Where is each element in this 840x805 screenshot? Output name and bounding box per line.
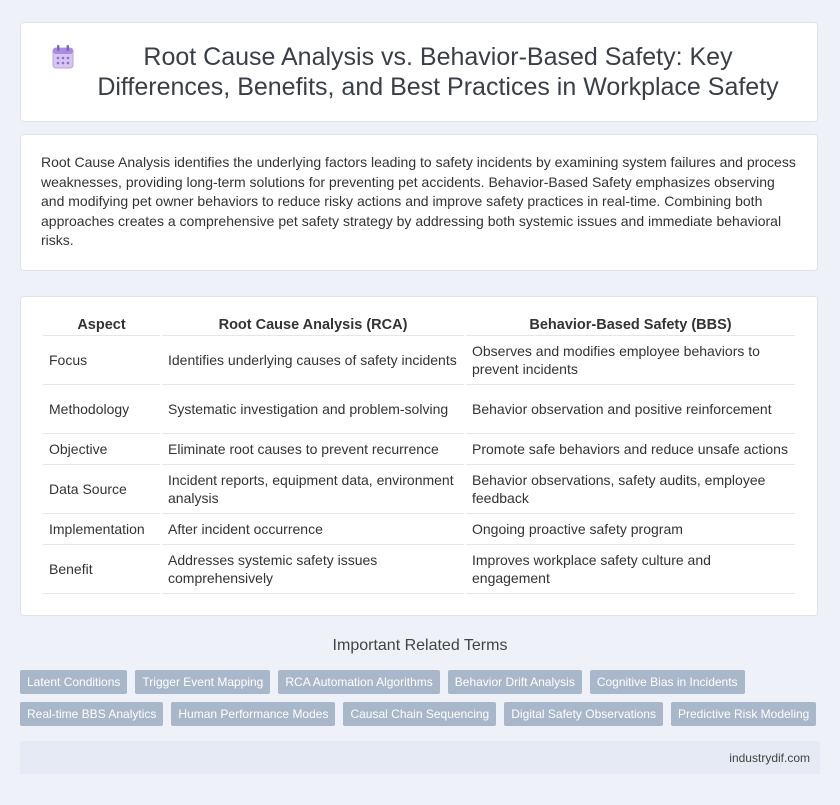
tag-human-performance-modes[interactable]: Human Performance Modes: [171, 702, 335, 726]
footer: [20, 741, 820, 774]
tag-row: [20, 670, 820, 694]
footer-site[interactable]: industrydif.com: [729, 750, 810, 765]
header-aspect: Aspect: [43, 311, 160, 336]
cell-aspect: Focus: [43, 336, 160, 385]
table-row: [43, 465, 795, 514]
cell-aspect: Implementation: [43, 514, 160, 545]
cell-rca: Addresses systemic safety issues comprehensively: [162, 545, 464, 594]
cell-bbs: Improves workplace safety culture and engagement: [466, 545, 795, 594]
cell-aspect: Data Source: [43, 465, 160, 514]
comparison-table: [41, 311, 797, 594]
intro-card: [20, 134, 818, 271]
tag-digital-safety-observations[interactable]: Digital Safety Observations: [504, 702, 663, 726]
tag-predictive-risk-modeling[interactable]: Predictive Risk Modeling: [671, 702, 816, 726]
tag-row: [20, 702, 820, 726]
calendar-icon: [51, 44, 75, 75]
table-header-row: [43, 311, 795, 336]
cell-bbs: Behavior observations, safety audits, employee feedback: [466, 465, 795, 514]
tag-cognitive-bias-in-incidents[interactable]: Cognitive Bias in Incidents: [590, 670, 745, 694]
cell-bbs: Observes and modifies employee behaviors to prevent incidents: [466, 336, 795, 385]
table-row: [43, 385, 795, 434]
header-rca: Root Cause Analysis (RCA): [162, 311, 464, 336]
cell-bbs: Promote safe behaviors and reduce unsafe actions: [466, 434, 795, 465]
cell-rca: After incident occurrence: [162, 514, 464, 545]
cell-rca: Incident reports, equipment data, environment analysis: [162, 465, 464, 514]
intro-paragraph: Root Cause Analysis identifies the underlying factors leading to safety incidents by examining system failures and process weaknesses, providing long-term solutions for preventing pet accidents. Behavior-Based Safety emphasizes observing and modifying pet owner behaviors to reduce risky actions and improve safety practices in real-time. Combining both approaches creates a comprehensive pet safety strategy by addressing both systemic issues and immediate behavioral risks.: [41, 154, 796, 248]
cell-bbs: Ongoing proactive safety program: [466, 514, 795, 545]
cell-rca: Identifies underlying causes of safety incidents: [162, 336, 464, 385]
cell-rca: Systematic investigation and problem-solving: [162, 385, 464, 434]
tag-behavior-drift-analysis[interactable]: Behavior Drift Analysis: [448, 670, 582, 694]
cell-aspect: Benefit: [43, 545, 160, 594]
cell-aspect: Methodology: [43, 385, 160, 434]
table-row: [43, 434, 795, 465]
table-row: [43, 514, 795, 545]
tag-real-time-bbs-analytics[interactable]: Real-time BBS Analytics: [20, 702, 163, 726]
tag-latent-conditions[interactable]: Latent Conditions: [20, 670, 127, 694]
tag-causal-chain-sequencing[interactable]: Causal Chain Sequencing: [343, 702, 496, 726]
cell-rca: Eliminate root causes to prevent recurrence: [162, 434, 464, 465]
cell-bbs: Behavior observation and positive reinforcement: [466, 385, 795, 434]
cell-aspect: Objective: [43, 434, 160, 465]
header-card: [20, 22, 818, 122]
related-terms-title: Important Related Terms: [332, 637, 508, 654]
table-row: [43, 336, 795, 385]
tag-rca-automation-algorithms[interactable]: RCA Automation Algorithms: [278, 670, 439, 694]
tag-trigger-event-mapping[interactable]: Trigger Event Mapping: [135, 670, 270, 694]
comparison-table-card: [20, 296, 818, 616]
table-row: [43, 545, 795, 594]
page-title: Root Cause Analysis vs. Behavior-Based Safety: Key Differences, Benefits, and Best Practices in Workplace Safety: [97, 43, 779, 101]
header-bbs: Behavior-Based Safety (BBS): [466, 311, 795, 336]
related-terms: [20, 670, 820, 734]
